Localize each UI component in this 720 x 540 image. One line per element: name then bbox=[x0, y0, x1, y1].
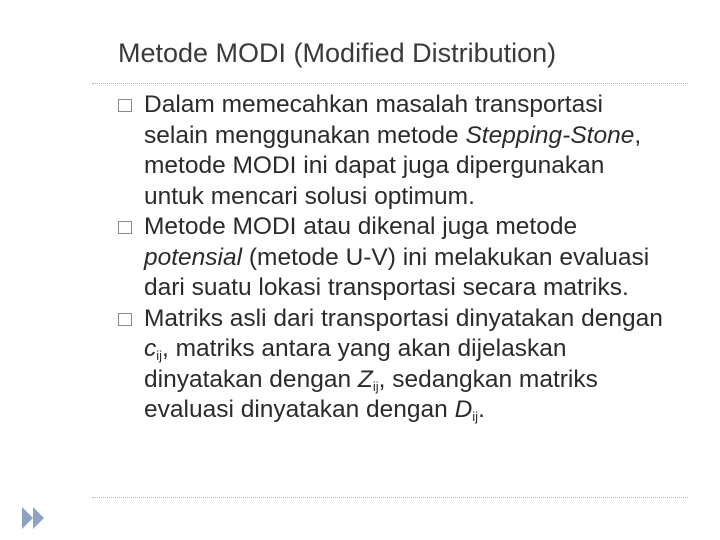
bullet-line bbox=[144, 365, 706, 396]
subscript-text: ij bbox=[372, 378, 379, 394]
bullet-box-icon bbox=[118, 221, 132, 234]
text-run: metode MODI ini dapat juga dipergunakan bbox=[144, 152, 605, 179]
italic-text: potensial bbox=[144, 243, 243, 271]
nav-arrow-back bbox=[22, 507, 33, 529]
bullet-line bbox=[144, 182, 706, 213]
bullet-line bbox=[144, 395, 706, 426]
subscript-text: ij bbox=[156, 348, 163, 363]
text-run: selain menggunakan metode bbox=[144, 121, 466, 149]
text-run: evaluasi dinyatakan dengan bbox=[144, 396, 455, 423]
slide-title: Metode MODI (Modified Distribution) bbox=[118, 38, 557, 68]
title-divider bbox=[92, 83, 688, 84]
bullet-box-icon bbox=[118, 313, 132, 326]
text-run: Matriks asli dari transportasi dinyatakan dengan bbox=[144, 304, 663, 332]
subscript-text: ij bbox=[472, 409, 479, 424]
nav-arrows-icon[interactable] bbox=[20, 505, 48, 531]
bullet-list bbox=[116, 90, 706, 426]
text-run: Dalam memecahkan masalah transportasi bbox=[144, 91, 603, 118]
nav-arrow-forward bbox=[33, 507, 44, 529]
bullet-line bbox=[144, 121, 706, 152]
bullet-line bbox=[144, 212, 706, 243]
text-run: Metode MODI atau dikenal juga metode bbox=[144, 213, 578, 240]
bullet-item bbox=[116, 304, 706, 426]
bullet-line bbox=[144, 304, 706, 335]
text-run: dari suatu lokasi transportasi secara matriks. bbox=[144, 274, 629, 301]
text-run: , sedangkan matriks bbox=[378, 365, 598, 393]
bullet-line bbox=[144, 334, 706, 365]
text-run: dinyatakan dengan bbox=[144, 365, 358, 393]
italic-text: Stepping-Stone bbox=[465, 121, 635, 149]
text-run: , bbox=[634, 121, 642, 149]
bullet-box-icon bbox=[118, 99, 132, 112]
text-run: , matriks antara yang akan dijelaskan bbox=[162, 335, 567, 362]
bullet-line bbox=[144, 243, 706, 274]
text-run: untuk mencari solusi optimum. bbox=[144, 182, 475, 210]
italic-text: D bbox=[454, 396, 473, 423]
bullet-line bbox=[144, 90, 706, 121]
bullet-line bbox=[144, 273, 706, 304]
italic-text: c bbox=[144, 335, 157, 362]
footer-divider bbox=[92, 497, 688, 498]
text-run: . bbox=[478, 396, 485, 423]
italic-text: Z bbox=[357, 365, 373, 393]
bullet-item bbox=[116, 90, 706, 212]
text-run: (metode U-V) ini melakukan evaluasi bbox=[242, 243, 650, 271]
bullet-item bbox=[116, 212, 706, 304]
bullet-line bbox=[144, 151, 706, 182]
